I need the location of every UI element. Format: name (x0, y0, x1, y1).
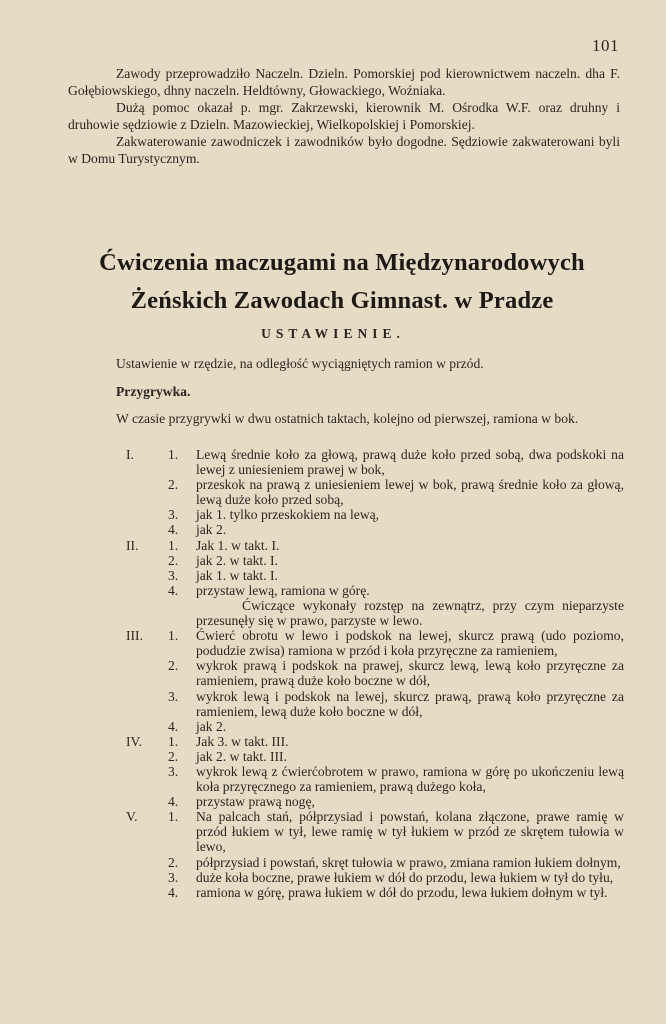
exercise-step-number: 3. (168, 688, 179, 704)
exercise-step-number: 3. (168, 507, 179, 523)
exercise-step-number: 4. (168, 718, 179, 734)
exercise-step-number: 2. (168, 854, 179, 870)
exercise-step-number: 2. (168, 748, 179, 764)
exercise-step-text: wykrok lewą z ćwierćobrotem w prawo, ramiona w górę po ukończeniu lewą koła przyręcznego za ramieniem, prawą dużego koła, (196, 763, 624, 795)
exercise-part-number: V. (126, 809, 138, 825)
exercise-row (68, 477, 624, 507)
exercise-step-text: przystaw prawą nogę, (196, 794, 315, 810)
exercise-step-text: przystaw lewą, ramiona w górę. (196, 582, 370, 598)
exercise-step-number: 1. (168, 809, 179, 825)
exercise-row (68, 855, 624, 870)
exercise-row (68, 583, 624, 598)
exercise-step-text: Ćwierć obrotu w lewo i podskok na lewej, skurcz prawą (udo poziomo, podudzie zwisa) ramiona w przód i koła przyręczne za ramieniem, (196, 628, 624, 659)
exercise-step-text: przeskok na prawą z uniesieniem lewej w bok, prawą średnie koło za głową, lewą duże koło przed sobą, (196, 477, 624, 508)
exercise-row (68, 538, 624, 553)
exercise-step-number: 3. (168, 869, 179, 885)
exercise-step-number: 4. (168, 522, 179, 538)
intro-paragraph: Zakwaterowanie zawodniczek i zawodników było dogodne. Sędziowie zakwaterowani byli w Domu Turystycznym. (68, 134, 620, 166)
exercise-step-number: 1. (168, 447, 179, 462)
exercise-row (68, 749, 624, 764)
exercise-step-text: jak 2. w takt. I. (196, 552, 278, 568)
exercise-step-text: wykrok lewą i podskok na lewej, skurcz prawą, prawą koło przyręczne za ramieniem, lewą duże koło boczne w dół, (196, 688, 624, 719)
intro-paragraph: Dużą pomoc okazał p. mgr. Zakrzewski, kierownik M. Ośrodka W.F. oraz druhny i druhowie sędziowie z Dzieln. Mazowieckiej, Wielkopolskiej i Pomorskiej. (68, 100, 620, 132)
title-line-2: Żeńskich Zawodach Gimnast. w Pradze (130, 287, 554, 314)
exercise-part-number: II. (126, 537, 139, 553)
exercise-step-number: 3. (168, 763, 179, 779)
section-heading: USTAWIENIE. (261, 326, 405, 341)
exercise-part-number: IV. (126, 733, 142, 749)
exercise-step-text: jak 2. w takt. III. (196, 748, 287, 764)
exercise-step-number: 3. (168, 567, 179, 583)
exercise-row (68, 553, 624, 568)
intro-paragraph: Zawody przeprowadziło Naczeln. Dzieln. Pomorskiej pod kierownictwem naczeln. dha F. Gołębiowskiego, dhny naczeln. Heldtówny, Głowackiego, Woźniaka. (68, 66, 620, 98)
exercise-step-number: 1. (168, 733, 179, 749)
warmup-text: W czasie przygrywki w dwu ostatnich taktach, kolejno od pierwszej, ramiona w bok. (116, 411, 579, 427)
exercise-step-text: półprzysiad i powstań, skręt tułowia w prawo, zmiana ramion łukiem dołnym, (196, 854, 621, 870)
intro-section (68, 66, 620, 169)
exercise-step-number: 2. (168, 552, 179, 568)
exercise-row (68, 507, 624, 522)
exercise-part-number: I. (126, 447, 134, 462)
exercise-step-number: 2. (168, 658, 179, 674)
exercise-row (68, 764, 624, 794)
exercise-row (68, 794, 624, 809)
exercise-note: Ćwiczące wykonały rozstęp na zewnątrz, przy czym nieparzyste przesunęły się w prawo, parzyste w lewo. (196, 597, 624, 629)
exercise-row (68, 447, 624, 477)
exercise-step-text: wykrok prawą i podskok na prawej, skurcz lewą, lewą koło przyręczne za ramieniem, prawą duże koło boczne w dół, (196, 658, 624, 689)
exercise-step-number: 1. (168, 537, 179, 553)
exercise-row (68, 734, 624, 749)
exercise-step-text: Lewą średnie koło za głową, prawą duże koło przed sobą, dwa podskoki na lewej z uniesieniem prawej w bok, (196, 447, 624, 478)
exercise-step-text: duże koła boczne, prawe łukiem w dół do przodu, lewa łukiem w tył do tyłu, (196, 869, 614, 885)
exercise-step-text: Jak 1. w takt. I. (196, 537, 280, 553)
exercise-step-number: 4. (168, 794, 179, 810)
exercise-row (68, 885, 624, 900)
exercise-step-text: Na palcach stań, półprzysiad i powstań, kolana złączone, prawe ramię w przód łukiem w tył, lewe ramię w tył łukiem w przód ze skrętem tułowia w lewo, (196, 809, 624, 855)
article-title (62, 244, 622, 320)
exercise-step-text: jak 1. w takt. I. (196, 567, 278, 583)
exercise-step-number: 4. (168, 582, 179, 598)
exercise-row (68, 568, 624, 583)
exercise-row (68, 689, 624, 719)
exercise-step-text: jak 2. (196, 522, 227, 538)
setup-text: Ustawienie w rzędzie, na odległość wyciągniętych ramion w przód. (116, 356, 484, 371)
exercise-step-text: jak 1. tylko przeskokiem na lewą, (196, 507, 380, 523)
exercise-part-number: III. (126, 628, 143, 644)
exercise-row (68, 658, 624, 688)
exercise-row (68, 719, 624, 734)
page-number: 101 (592, 36, 619, 55)
exercise-row (68, 522, 624, 537)
exercise-row (68, 809, 624, 854)
exercise-step-number: 2. (168, 477, 179, 493)
exercise-step-text: jak 2. (196, 718, 227, 734)
warmup-heading: Przygrywka. (116, 383, 191, 399)
exercise-row (68, 870, 624, 885)
exercise-row (68, 628, 624, 658)
exercise-list (68, 447, 624, 900)
exercise-step-text: Jak 3. w takt. III. (196, 733, 289, 749)
exercise-step-number: 4. (168, 884, 179, 900)
setup-section (68, 356, 620, 428)
exercise-step-number: 1. (168, 628, 179, 644)
title-line-1: Ćwiczenia maczugami na Międzynarodowych (99, 249, 585, 276)
exercise-step-text: ramiona w górę, prawa łukiem w dół do przodu, lewa łukiem dołnym w tył. (196, 884, 608, 900)
